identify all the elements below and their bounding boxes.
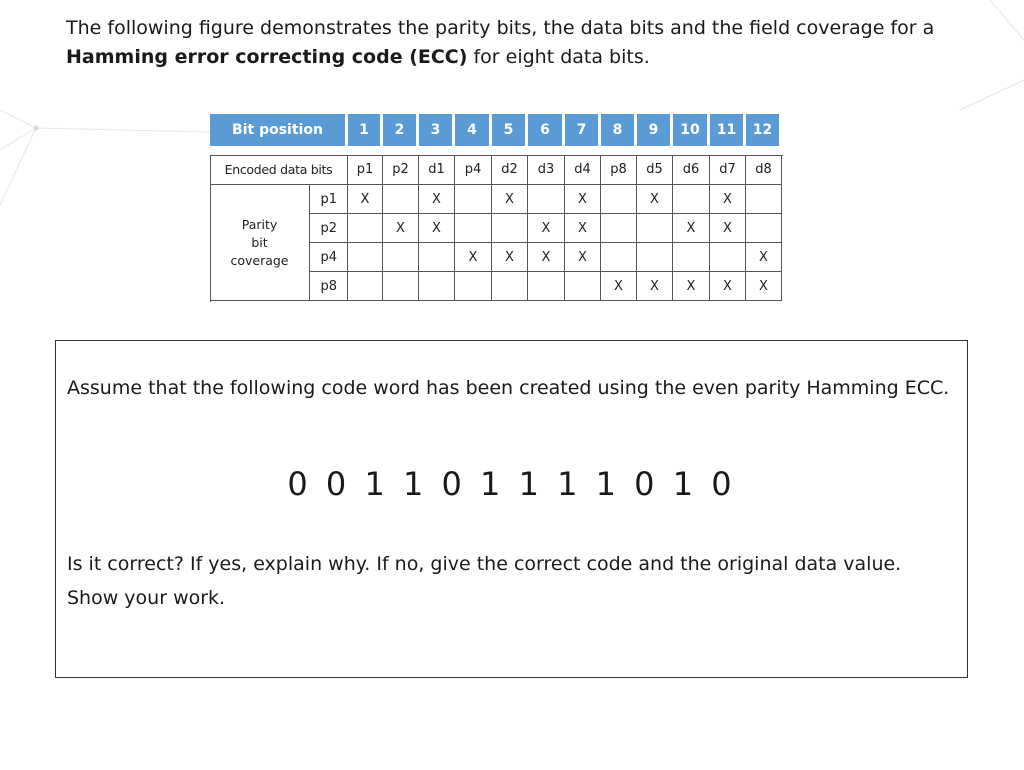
encoded-bit-d1: d1 (419, 155, 455, 185)
parity-coverage-label-line: bit (251, 234, 268, 250)
parity-coverage-label (210, 185, 310, 301)
bit-position-8: 8 (601, 114, 634, 146)
intro-line-2 (66, 43, 966, 72)
coverage-cell (383, 185, 419, 214)
coverage-cell (673, 185, 710, 214)
coverage-cell (348, 243, 383, 272)
encoded-bit-p8: p8 (601, 155, 637, 185)
bit-position-6: 6 (528, 114, 562, 146)
coverage-cell: X (383, 214, 419, 243)
coverage-cell: X (710, 214, 746, 243)
coverage-cell (383, 243, 419, 272)
parity-row-label-p1: p1 (310, 185, 348, 214)
coverage-cell: X (746, 272, 782, 301)
encoded-bit-d7: d7 (710, 155, 746, 185)
bit-position-10: 10 (673, 114, 707, 146)
parity-coverage-label-line: coverage (230, 252, 289, 268)
bit-position-3: 3 (419, 114, 452, 146)
coverage-cell (419, 272, 455, 301)
encoded-data-label: Encoded data bits (210, 155, 348, 185)
coverage-cell (746, 214, 782, 243)
encoded-bit-d8: d8 (746, 155, 782, 185)
encoded-bit-d3: d3 (528, 155, 565, 185)
bit-position-1: 1 (348, 114, 380, 146)
bit-position-5: 5 (492, 114, 525, 146)
coverage-cell (348, 272, 383, 301)
coverage-cell: X (419, 185, 455, 214)
coverage-cell (637, 214, 673, 243)
encoded-bit-p2: p2 (383, 155, 419, 185)
bit-position-2: 2 (383, 114, 416, 146)
coverage-cell: X (528, 243, 565, 272)
encoded-bit-d6: d6 (673, 155, 710, 185)
intro-text (66, 14, 966, 72)
intro-bold-term: Hamming error correcting code (ECC) (66, 46, 468, 68)
coverage-cell: X (746, 243, 782, 272)
question-task: Is it correct? If yes, explain why. If no, give the correct code and the original data value. Show your work. (67, 553, 902, 609)
parity-coverage-label-line: Parity (241, 216, 278, 232)
coverage-cell (710, 243, 746, 272)
bit-position-9: 9 (637, 114, 670, 146)
coverage-cell: X (565, 214, 601, 243)
coverage-cell (637, 243, 673, 272)
encoded-bit-d5: d5 (637, 155, 673, 185)
encoded-bit-d4: d4 (565, 155, 601, 185)
parity-row-label-p4: p4 (310, 243, 348, 272)
coverage-cell: X (601, 272, 637, 301)
bit-position-11: 11 (710, 114, 743, 146)
bit-position-12: 12 (746, 114, 779, 146)
coverage-cell: X (637, 272, 673, 301)
bit-position-4: 4 (455, 114, 489, 146)
coverage-cell (348, 214, 383, 243)
parity-row-label-p2: p2 (310, 214, 348, 243)
coverage-cell: X (455, 243, 492, 272)
coverage-cell (455, 272, 492, 301)
coverage-cell (492, 272, 528, 301)
coverage-cell (673, 243, 710, 272)
intro-line-1: The following figure demonstrates the parity bits, the data bits and the field coverage for a (66, 17, 935, 39)
coverage-cell (601, 185, 637, 214)
coverage-cell: X (565, 243, 601, 272)
coverage-cell: X (528, 214, 565, 243)
question-box (55, 340, 968, 678)
code-word: 0 0 1 1 0 1 1 1 1 0 1 0 (287, 465, 736, 503)
coverage-cell (601, 214, 637, 243)
coverage-cell (455, 185, 492, 214)
encoded-bit-p4: p4 (455, 155, 492, 185)
bit-position-7: 7 (565, 114, 598, 146)
coverage-cell: X (348, 185, 383, 214)
encoded-bit-p1: p1 (348, 155, 383, 185)
coverage-cell: X (565, 185, 601, 214)
intro-line-2-rest: for eight data bits. (467, 46, 650, 68)
coverage-cell: X (710, 272, 746, 301)
coverage-cell (492, 214, 528, 243)
coverage-cell (528, 185, 565, 214)
parity-row-label-p8: p8 (310, 272, 348, 301)
question-prompt: Assume that the following code word has been created using the even parity Hamming ECC. (67, 377, 950, 399)
coverage-cell: X (492, 185, 528, 214)
coverage-cell (455, 214, 492, 243)
coverage-cell (528, 272, 565, 301)
coverage-cell (419, 243, 455, 272)
coverage-cell: X (419, 214, 455, 243)
coverage-cell: X (673, 272, 710, 301)
coverage-cell (746, 185, 782, 214)
coverage-cell (383, 272, 419, 301)
coverage-cell: X (673, 214, 710, 243)
coverage-cell: X (710, 185, 746, 214)
coverage-cell (565, 272, 601, 301)
coverage-cell: X (492, 243, 528, 272)
bit-position-label: Bit position (210, 114, 345, 146)
coverage-cell (601, 243, 637, 272)
encoded-bit-d2: d2 (492, 155, 528, 185)
coverage-cell: X (637, 185, 673, 214)
